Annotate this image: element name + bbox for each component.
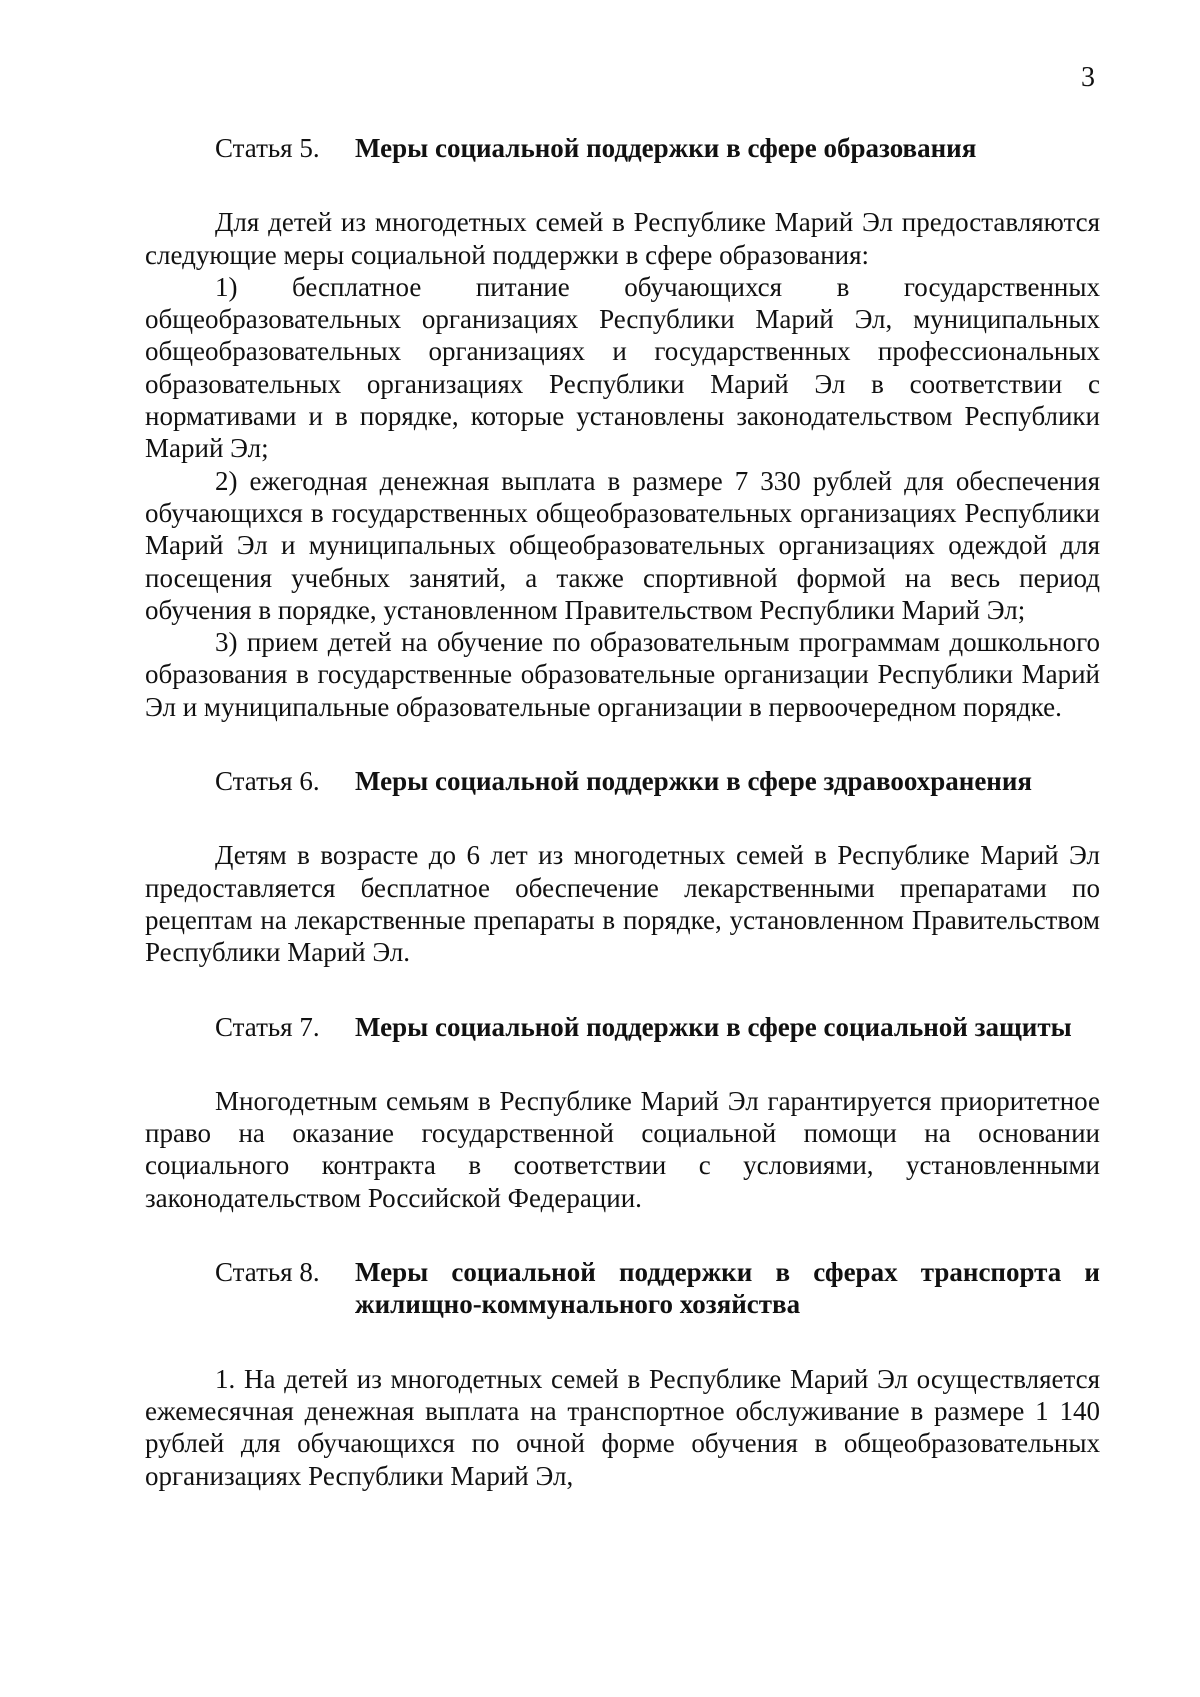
article-7-heading [145, 1011, 1100, 1043]
article-6-heading [145, 765, 1100, 797]
list-item: 2) ежегодная денежная выплата в размере 7 330 рублей для обеспечения обучающихся в государственных общеобразовательных организациях Республики Марий Эл и муниципальных общеобразовательных организациях одеждой для посещения учебных занятий, а также спортивной формой на весь период обучения в порядке, установленном Правительством Республики Марий Эл; [145, 465, 1100, 625]
article-title: Меры социальной поддержки в сфере здравоохранения [355, 766, 1033, 797]
article-8-heading [145, 1256, 1100, 1321]
article-title: Меры социальной поддержки в сферах транспорта и жилищно-коммунального хозяйства [355, 1257, 1100, 1320]
article-number: Статья 7. [215, 1011, 320, 1042]
article-5-heading [145, 132, 1100, 164]
paragraph: Детям в возрасте до 6 лет из многодетных семей в Республике Марий Эл предоставляется бесплатное обеспечение лекарственными препаратами по рецептам на лекарственные препараты в порядке, установленном Правительством Республики Марий Эл. [145, 840, 1100, 968]
paragraph: Для детей из многодетных семей в Республике Марий Эл предоставляются следующие меры социальной поддержки в сфере образования: [145, 207, 1100, 270]
page-number: 3 [1081, 62, 1095, 93]
list-item: 1) бесплатное питание обучающихся в государственных общеобразовательных организациях Республики Марий Эл, муниципальных общеобразовательных организациях и государственных профессиональных образовательных организациях Республики Марий Эл в соответствии с нормативами и в порядке, которые установлены законодательством Республики Марий Эл; [145, 271, 1100, 464]
article-number: Статья 8. [215, 1257, 320, 1288]
document-body [145, 132, 1100, 1492]
paragraph: Многодетным семьям в Республике Марий Эл гарантируется приоритетное право на оказание государственной социальной помощи на основании социального контракта в соответствии с условиями, установленными законодательством Российской Федерации. [145, 1085, 1100, 1213]
article-number: Статья 5. [215, 133, 320, 163]
article-number: Статья 6. [215, 766, 320, 797]
article-title: Меры социальной поддержки в сфере образования [355, 133, 977, 163]
paragraph: 1. На детей из многодетных семей в Республике Марий Эл осуществляется ежемесячная денежная выплата на транспортное обслуживание в размере 1 140 рублей для обучающихся по очной форме обучения в общеобразовательных организациях Республики Марий Эл, [145, 1363, 1100, 1491]
article-title: Меры социальной поддержки в сфере социальной защиты [355, 1011, 1072, 1042]
list-item: 3) прием детей на обучение по образовательным программам дошкольного образования в государственные образовательные организации Республики Марий Эл и муниципальные образовательные организации в первоочередном порядке. [145, 627, 1100, 722]
